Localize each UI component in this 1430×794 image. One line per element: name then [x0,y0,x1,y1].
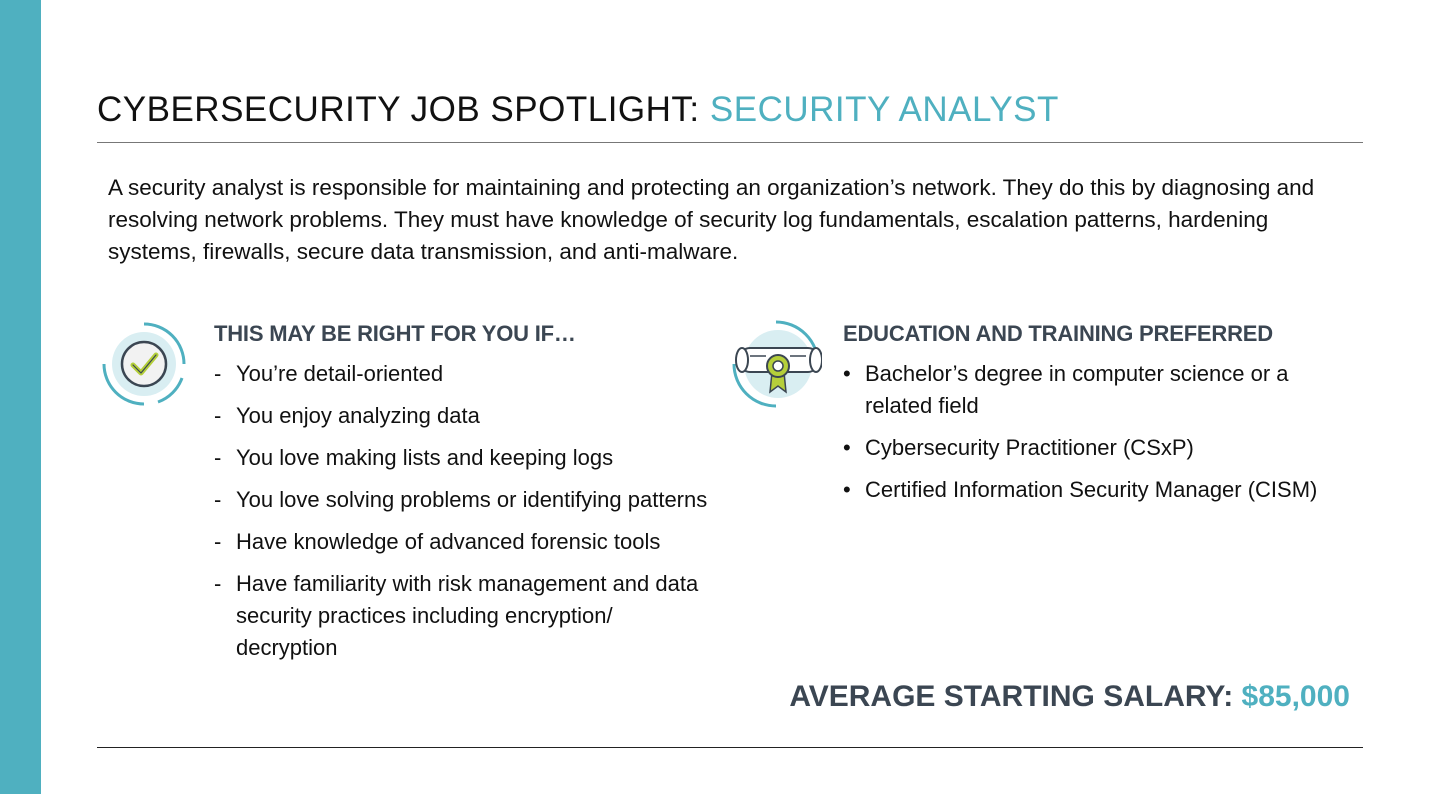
average-salary [789,680,1350,714]
list-item-text: You love making lists and keeping logs [236,445,614,470]
salary-label: AVERAGE STARTING SALARY: [789,680,1242,713]
list-item [214,400,714,432]
dash-marker: - [214,487,222,512]
education-section [843,318,1353,516]
bullet-marker: • [843,361,851,386]
dash-marker: - [214,445,222,470]
list-item-text: Have knowledge of advanced forensic tools [236,529,661,554]
list-item [214,358,714,390]
title-prefix: CYBERSECURITY JOB SPOTLIGHT: [97,90,710,129]
fit-section [214,318,714,674]
title-divider [97,142,1363,143]
fit-list [214,358,714,664]
diploma-scroll-icon [730,318,822,410]
salary-amount: $85,000 [1241,680,1350,713]
list-item-text: You love solving problems or identifying patterns [236,487,708,512]
list-item-text: Bachelor’s degree in computer science or a related field [865,361,1289,418]
accent-side-bar [0,0,41,794]
list-item-text: You enjoy analyzing data [236,403,480,428]
checkmark-badge-icon [100,320,188,408]
list-item-text: Cybersecurity Practitioner (CSxP) [865,435,1194,460]
intro-paragraph: A security analyst is responsible for maintaining and protecting an organization’s network. They do this by diagnosing and resolving network problems. They must have knowledge of security log fundamentals, escalation patterns, hardening systems, firewalls, secure data transmission, and anti-malware. [108,175,1315,264]
list-item [843,474,1353,506]
dash-marker: - [214,403,222,428]
list-item [843,432,1353,464]
title-role: SECURITY ANALYST [709,90,1059,129]
page-title [97,90,1059,130]
list-item-text: Certified Information Security Manager (CISM) [865,477,1318,502]
dash-marker: - [214,529,222,554]
education-list [843,358,1353,506]
list-item [214,568,714,664]
dash-marker: - [214,571,222,596]
education-heading: EDUCATION AND TRAINING PREFERRED [843,321,1273,346]
fit-heading: THIS MAY BE RIGHT FOR YOU IF… [214,321,576,346]
list-item-text: Have familiarity with risk management and data security practices including encryption/ decryption [236,571,699,660]
dash-marker: - [214,361,222,386]
list-item-text: You’re detail-oriented [236,361,444,386]
list-item [214,442,714,474]
bottom-divider [97,747,1363,748]
bullet-marker: • [843,435,851,460]
list-item [214,484,714,516]
bullet-marker: • [843,477,851,502]
list-item [843,358,1353,422]
list-item [214,526,714,558]
